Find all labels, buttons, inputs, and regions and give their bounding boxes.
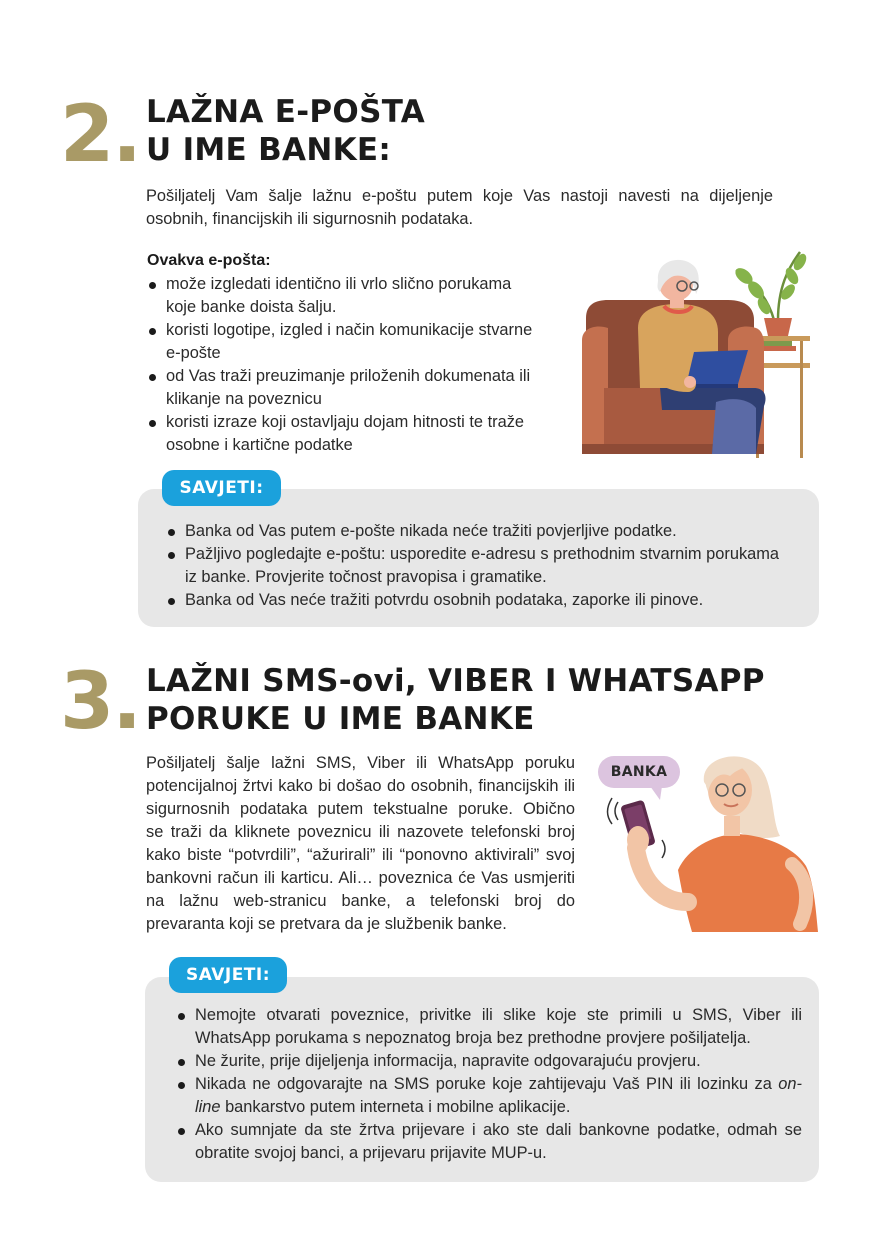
section-3-tips-label: SAVJETI: <box>169 957 287 993</box>
section-3-tips-list <box>175 1004 802 1165</box>
list-item: koristi izraze koji ostavljaju dojam hitnosti te traže osobne i kartične podatke <box>146 411 566 457</box>
section-2-tips-list <box>165 520 805 612</box>
section-number-2: 2. <box>60 90 140 180</box>
tip-item: Banka od Vas putem e-pošte nikada neće tražiti povjerljive podatke. <box>165 520 805 543</box>
section-2-subheading: Ovakva e-pošta: <box>147 252 271 269</box>
bubble-label: BANKA <box>610 764 668 780</box>
list-item: koristi logotipe, izgled i način komunikacije stvarne e-pošte <box>146 319 566 365</box>
list-item: može izgledati identično ili vrlo slično porukama koje banke doista šalju. <box>146 273 566 319</box>
tip-item: Ako sumnjate da ste žrtva prijevare i ako ste dali bankovne podatke, odmah se obratite svojoj banci, a prijevaru prijavite MUP-u. <box>175 1119 802 1165</box>
paragraph-line: sigurnosnih podataka putem tekstualne poruke. Obično <box>146 800 575 818</box>
section-2-title-line2: U IME BANKE: <box>146 132 392 168</box>
section-2-title-line1: LAŽNA E-POŠTA <box>146 94 426 130</box>
section-3-title-line2: PORUKE U IME BANKE <box>146 701 535 737</box>
tip-item: Banka od Vas neće tražiti potvrdu osobnih podataka, zaporke ili pinove. <box>165 589 805 612</box>
tip-item: Nikada ne odgovarajte na SMS poruke koje zahtijevaju Vaš PIN ili lozinku za on- line bankarstvo putem interneta i mobilne aplikacije. <box>175 1073 802 1119</box>
tip-item: Nemojte otvarati poveznice, privitke ili slike koje ste primili u SMS, Viber ili WhatsApp porukama s nepoznatog broja bez prethodne provjere pošiljatelja. <box>175 1004 802 1050</box>
paragraph-line: potencijalnoj žrtvi kako bi došao do osobnih, financijskih ili <box>146 777 575 795</box>
section-3-paragraph <box>146 752 575 936</box>
tip-item: Pažljivo pogledajte e-poštu: usporedite e-adresu s prethodnim stvarnim porukama iz banke. Provjerite točnost pravopisa i gramatike. <box>165 543 805 589</box>
paragraph-line: prevaranta koji se pretvara da je službenik banke. <box>146 915 507 933</box>
intro-line: osobnih, financijskih ili sigurnosnih podataka. <box>146 210 474 228</box>
section-3-title <box>146 662 765 738</box>
paragraph-line: kako biste “potvrdili”, “ažurirali” ili “ponovno aktivirali” svoj <box>146 846 575 864</box>
list-item: od Vas traži preuzimanje priloženih dokumenata ili klikanje na poveznicu <box>146 365 566 411</box>
paragraph-line: Pošiljatelj šalje lažni SMS, Viber ili WhatsApp poruku <box>146 754 575 772</box>
section-2-title <box>146 93 425 169</box>
paragraph-line: se traži da kliknete poveznicu ili nazovete telefonski broj <box>146 823 575 841</box>
section-2-bullet-list <box>146 273 566 457</box>
section-2-tips-label: SAVJETI: <box>162 470 281 506</box>
section-2-intro <box>146 185 773 231</box>
intro-line: Pošiljatelj Vam šalje lažnu e-poštu putem koje Vas nastoji navesti na dijeljenje <box>146 187 773 205</box>
section-number-3: 3. <box>60 657 140 747</box>
tip-item: Ne žurite, prije dijeljenja informacija, napravite odgovarajuću provjeru. <box>175 1050 802 1073</box>
section-3-title-line1: LAŽNI SMS-ovi, VIBER I WHATSAPP <box>146 663 765 699</box>
woman-armchair-laptop-illustration <box>578 248 820 458</box>
paragraph-line: na lažnu web-stranicu banke, a telefonski broj do <box>146 892 575 910</box>
paragraph-line: bankovni račun ili karticu. Ali… poveznica će Vas usmjeriti <box>146 869 575 887</box>
